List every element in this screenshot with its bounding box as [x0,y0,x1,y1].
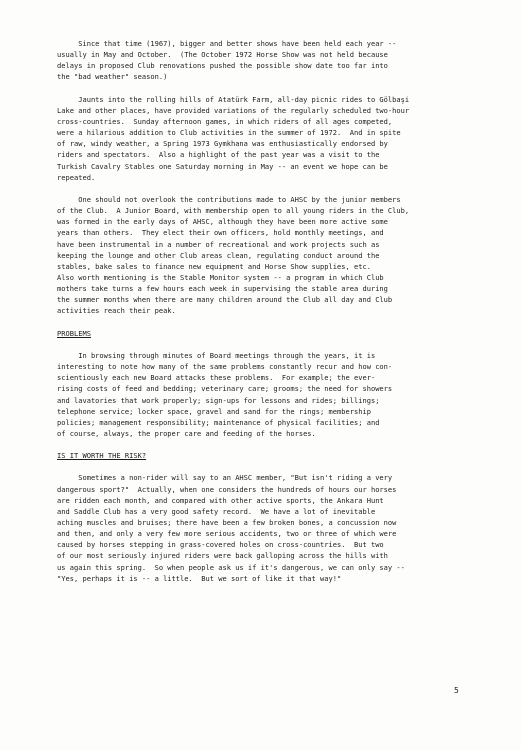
text-line: keeping the lounge and other Club areas clean, regulating conduct around the [57,250,380,260]
text-line: and Saddle Club has a very good safety record. We have a lot of inevitable [57,506,376,516]
text-line: Jaunts into the rolling hills of Atatürk Farm, all-day picnic rides to Gölbaşi [57,94,410,104]
text-line: rising costs of feed and bedding; veterinary care; grooms; the need for showers [57,384,393,394]
paragraph-junior-members [57,194,475,317]
text-line: aching muscles and bruises; there have been a few broken bones, a concussion now [57,518,397,528]
text-line: repeated. [57,172,96,182]
text-line: Turkish Cavalry Stables one Saturday morning in May -- an event we hope can be [57,161,388,171]
text-line: usually in May and October. (The October 1972 Horse Show was not held because [57,50,388,60]
text-line: interesting to note how many of the same problems constantly recur and how con- [57,362,393,372]
paragraph-problems [57,350,475,439]
text-line: have been instrumental in a number of recreational and work projects such as [57,239,380,249]
text-line: Sometimes a non-rider will say to an AHSC member, "But isn't riding a very [57,473,393,483]
text-line: Since that time (1967), bigger and better shows have been held each year -- [57,39,397,48]
page-number: 5 [454,686,459,695]
text-line: scientiously each new Board attacks these problems. For example; the ever- [57,373,376,383]
paragraph-show-history [57,38,475,83]
text-line: years than others. They elect their own officers, hold monthly meetings, and [57,228,384,238]
section-heading-risk: IS IT WORTH THE RISK? [57,451,147,461]
text-line: and lavatories that work properly; sign-ups for lessons and rides; billings; [57,395,380,405]
text-line: activities reach their peak. [57,306,176,316]
text-line: dangerous sport?" Actually, when one considers the hundreds of hours our horses [57,484,397,494]
text-line: One should not overlook the contributions made to AHSC by the junior members [57,194,401,204]
text-line: policies; management responsibility; maintenance of physical facilities; and [57,417,380,427]
text-line: cross-countries. Sunday afternoon games, in which riders of all ages competed, [57,116,393,126]
text-line: In browsing through minutes of Board meetings through the years, it is [57,350,376,360]
text-line: of the Club. A Junior Board, with membership open to all young riders in the Club, [57,206,410,216]
text-line: and then, and only a very few more serious accidents, two or three of which were [57,529,397,539]
text-line: mothers take turns a few hours each week in supervising the stable area during [57,284,388,294]
text-line: of course, always, the proper care and feeding of the horses. [57,428,316,438]
text-line: caused by horses stepping in grass-covered holes on cross-countries. But two [57,540,384,550]
text-line: are ridden each month, and compared with other active sports, the Ankara Hunt [57,495,384,505]
text-line: of raw, windy weather, a Spring 1973 Gymkhana was enthusiastically endorsed by [57,139,388,149]
text-line: us again this spring. So when people ask us if it's dangerous, we can only say -- [57,562,405,572]
text-line: Lake and other places, have provided variations of the regularly scheduled two-hour [57,105,410,115]
text-line: riders and spectators. Also a highlight of the past year was a visit to the [57,150,380,160]
text-line: of our most seriously injured riders were back galloping across the hills with [57,551,388,561]
text-line: delays in proposed Club renovations pushed the possible show date too far into [57,61,388,71]
text-line: stables, bake sales to finance new equipment and Horse Show supplies, etc. [57,261,371,271]
document-body [57,38,475,595]
text-line: the "bad weather" season.) [57,72,168,82]
text-line: the summer months when there are many children around the Club all day and Club [57,295,393,305]
text-line: was formed in the early days of AHSC, although they have been more active some [57,217,388,227]
text-line: Also worth mentioning is the Stable Monitor system -- a program in which Club [57,272,384,282]
section-heading-problems: PROBLEMS [57,328,91,338]
text-line: were a hilarious addition to Club activities in the summer of 1972. And in spite [57,128,401,138]
text-line: telephone service; locker space, gravel and sand for the rings; membership [57,406,371,416]
paragraph-jaunts [57,94,475,183]
text-line: "Yes, perhaps it is -- a little. But we sort of like it that way!" [57,573,342,583]
paragraph-risk [57,472,475,583]
